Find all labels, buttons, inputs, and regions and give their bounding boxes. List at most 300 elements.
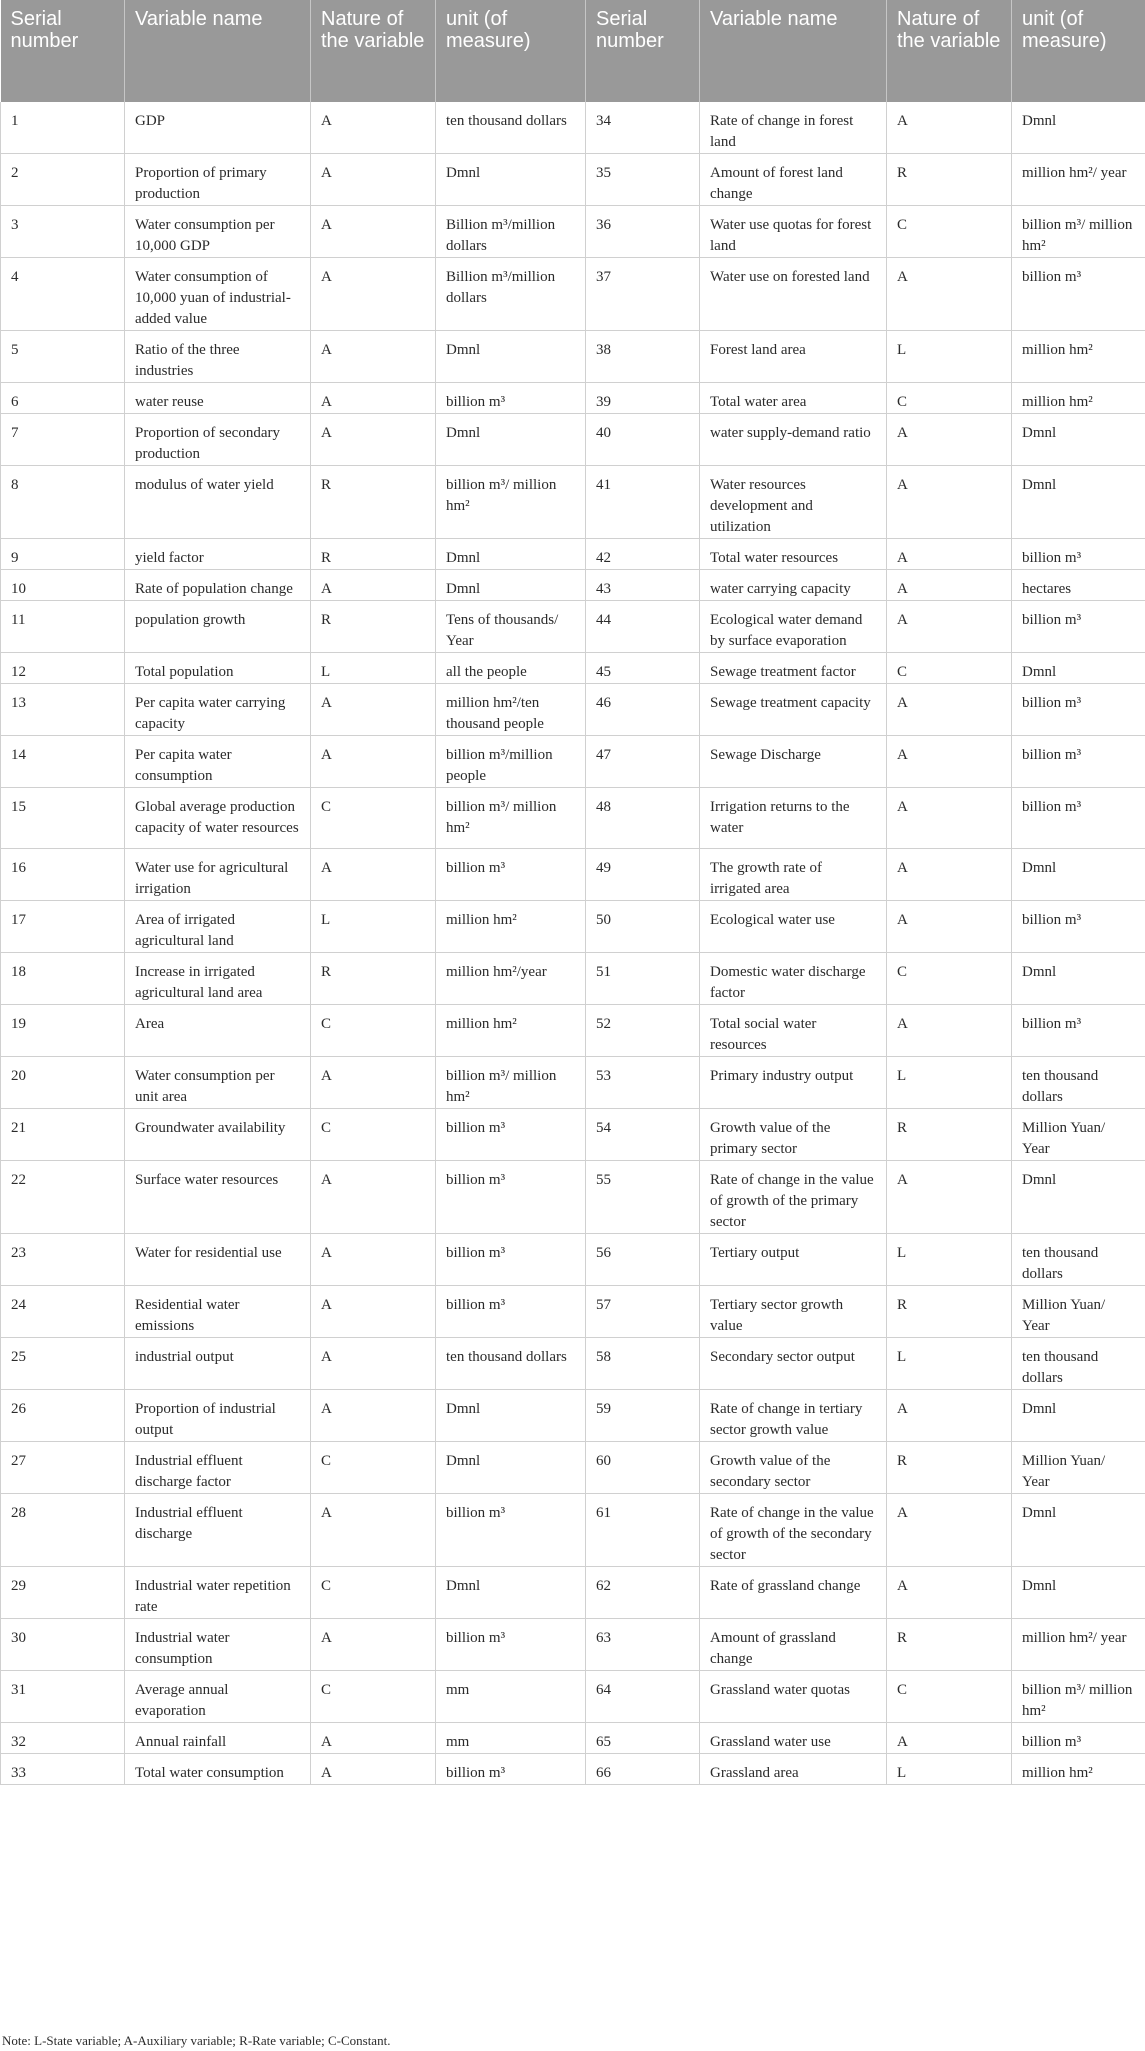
unit-cell: ten thousand dollars bbox=[1012, 1338, 1145, 1390]
unit-cell: Million Yuan/ Year bbox=[1012, 1286, 1145, 1338]
nature-cell: A bbox=[311, 383, 436, 414]
variable-name-cell: Sewage treatment capacity bbox=[700, 684, 887, 736]
nature-cell: A bbox=[311, 154, 436, 206]
serial-number-cell: 2 bbox=[1, 154, 125, 206]
table-row bbox=[1, 466, 1145, 539]
nature-cell: A bbox=[887, 1390, 1012, 1442]
serial-number-cell: 44 bbox=[586, 601, 700, 653]
unit-cell: Dmnl bbox=[436, 331, 586, 383]
variable-name-cell: water supply-demand ratio bbox=[700, 414, 887, 466]
variable-name-cell: Proportion of industrial output bbox=[125, 1390, 311, 1442]
variable-name-cell: Proportion of primary production bbox=[125, 154, 311, 206]
table-row bbox=[1, 901, 1145, 953]
serial-number-cell: 28 bbox=[1, 1494, 125, 1567]
table-row bbox=[1, 102, 1145, 154]
nature-cell: R bbox=[311, 601, 436, 653]
unit-cell: ten thousand dollars bbox=[436, 102, 586, 154]
variable-name-cell: Sewage treatment factor bbox=[700, 653, 887, 684]
variable-name-cell: Irrigation returns to the water bbox=[700, 788, 887, 849]
serial-number-cell: 22 bbox=[1, 1161, 125, 1234]
unit-cell: billion m³/ million hm² bbox=[1012, 1671, 1145, 1723]
nature-cell: A bbox=[887, 258, 1012, 331]
serial-number-cell: 52 bbox=[586, 1005, 700, 1057]
serial-number-cell: 59 bbox=[586, 1390, 700, 1442]
serial-number-cell: 42 bbox=[586, 539, 700, 570]
unit-cell: mm bbox=[436, 1723, 586, 1754]
nature-cell: C bbox=[311, 1567, 436, 1619]
table-row bbox=[1, 258, 1145, 331]
unit-cell: billion m³/ million hm² bbox=[1012, 206, 1145, 258]
unit-cell: Dmnl bbox=[436, 154, 586, 206]
nature-cell: A bbox=[887, 1494, 1012, 1567]
nature-cell: A bbox=[311, 414, 436, 466]
serial-number-cell: 57 bbox=[586, 1286, 700, 1338]
unit-cell: billion m³ bbox=[1012, 788, 1145, 849]
nature-cell: A bbox=[311, 1286, 436, 1338]
serial-number-cell: 16 bbox=[1, 849, 125, 901]
nature-cell: C bbox=[887, 1671, 1012, 1723]
nature-cell: A bbox=[887, 414, 1012, 466]
serial-number-cell: 35 bbox=[586, 154, 700, 206]
table-row bbox=[1, 1057, 1145, 1109]
nature-cell: A bbox=[311, 684, 436, 736]
nature-cell: C bbox=[887, 383, 1012, 414]
header-unit: unit (of measure) bbox=[436, 0, 586, 102]
table-row bbox=[1, 684, 1145, 736]
unit-cell: hectares bbox=[1012, 570, 1145, 601]
serial-number-cell: 13 bbox=[1, 684, 125, 736]
variable-name-cell: Ratio of the three industries bbox=[125, 331, 311, 383]
nature-cell: A bbox=[311, 1161, 436, 1234]
serial-number-cell: 53 bbox=[586, 1057, 700, 1109]
nature-cell: A bbox=[887, 1567, 1012, 1619]
unit-cell: Dmnl bbox=[1012, 1567, 1145, 1619]
nature-cell: C bbox=[311, 1109, 436, 1161]
unit-cell: ten thousand dollars bbox=[1012, 1234, 1145, 1286]
nature-cell: L bbox=[887, 1754, 1012, 1785]
serial-number-cell: 5 bbox=[1, 331, 125, 383]
table-row bbox=[1, 331, 1145, 383]
nature-cell: C bbox=[887, 953, 1012, 1005]
nature-cell: L bbox=[887, 331, 1012, 383]
serial-number-cell: 31 bbox=[1, 1671, 125, 1723]
nature-cell: A bbox=[887, 684, 1012, 736]
variable-name-cell: Groundwater availability bbox=[125, 1109, 311, 1161]
variable-name-cell: Grassland water quotas bbox=[700, 1671, 887, 1723]
nature-cell: R bbox=[887, 154, 1012, 206]
unit-cell: Dmnl bbox=[1012, 414, 1145, 466]
variable-name-cell: Rate of change in the value of growth of the primary sector bbox=[700, 1161, 887, 1234]
unit-cell: billion m³ bbox=[436, 849, 586, 901]
nature-cell: L bbox=[887, 1338, 1012, 1390]
serial-number-cell: 6 bbox=[1, 383, 125, 414]
variable-name-cell: Area bbox=[125, 1005, 311, 1057]
variable-name-cell: yield factor bbox=[125, 539, 311, 570]
variable-name-cell: Grassland area bbox=[700, 1754, 887, 1785]
serial-number-cell: 49 bbox=[586, 849, 700, 901]
unit-cell: billion m³/million people bbox=[436, 736, 586, 788]
serial-number-cell: 11 bbox=[1, 601, 125, 653]
variable-name-cell: Proportion of secondary production bbox=[125, 414, 311, 466]
nature-cell: A bbox=[887, 901, 1012, 953]
serial-number-cell: 27 bbox=[1, 1442, 125, 1494]
variable-name-cell: Total social water resources bbox=[700, 1005, 887, 1057]
unit-cell: Dmnl bbox=[1012, 1494, 1145, 1567]
serial-number-cell: 63 bbox=[586, 1619, 700, 1671]
table-note: Note: L-State variable; A-Auxiliary variable; R-Rate variable; C-Constant. bbox=[2, 2033, 391, 2048]
serial-number-cell: 32 bbox=[1, 1723, 125, 1754]
serial-number-cell: 29 bbox=[1, 1567, 125, 1619]
unit-cell: Dmnl bbox=[436, 570, 586, 601]
unit-cell: billion m³ bbox=[1012, 258, 1145, 331]
serial-number-cell: 62 bbox=[586, 1567, 700, 1619]
nature-cell: R bbox=[311, 953, 436, 1005]
unit-cell: billion m³ bbox=[436, 1619, 586, 1671]
variable-name-cell: Water use for agricultural irrigation bbox=[125, 849, 311, 901]
nature-cell: C bbox=[311, 1671, 436, 1723]
variable-name-cell: Water resources development and utilization bbox=[700, 466, 887, 539]
variable-name-cell: Industrial effluent discharge bbox=[125, 1494, 311, 1567]
nature-cell: A bbox=[311, 1723, 436, 1754]
unit-cell: billion m³/ million hm² bbox=[436, 466, 586, 539]
serial-number-cell: 1 bbox=[1, 102, 125, 154]
variable-name-cell: Residential water emissions bbox=[125, 1286, 311, 1338]
table-row bbox=[1, 601, 1145, 653]
variable-name-cell: Rate of change in forest land bbox=[700, 102, 887, 154]
nature-cell: L bbox=[311, 653, 436, 684]
serial-number-cell: 55 bbox=[586, 1161, 700, 1234]
unit-cell: billion m³/ million hm² bbox=[436, 1057, 586, 1109]
unit-cell: million hm² bbox=[1012, 331, 1145, 383]
variable-name-cell: Water use quotas for forest land bbox=[700, 206, 887, 258]
nature-cell: C bbox=[887, 653, 1012, 684]
variable-name-cell: Water consumption per 10,000 GDP bbox=[125, 206, 311, 258]
table-row bbox=[1, 206, 1145, 258]
serial-number-cell: 15 bbox=[1, 788, 125, 849]
unit-cell: billion m³ bbox=[1012, 539, 1145, 570]
unit-cell: million hm² bbox=[1012, 1754, 1145, 1785]
unit-cell: Dmnl bbox=[436, 1567, 586, 1619]
unit-cell: Dmnl bbox=[1012, 102, 1145, 154]
unit-cell: billion m³ bbox=[436, 383, 586, 414]
nature-cell: R bbox=[887, 1442, 1012, 1494]
header-row bbox=[1, 0, 1145, 102]
nature-cell: A bbox=[311, 1234, 436, 1286]
table-row bbox=[1, 736, 1145, 788]
unit-cell: million hm² bbox=[436, 1005, 586, 1057]
serial-number-cell: 39 bbox=[586, 383, 700, 414]
unit-cell: Dmnl bbox=[1012, 653, 1145, 684]
unit-cell: Dmnl bbox=[1012, 849, 1145, 901]
table-row bbox=[1, 1567, 1145, 1619]
serial-number-cell: 8 bbox=[1, 466, 125, 539]
unit-cell: Dmnl bbox=[1012, 953, 1145, 1005]
table-row bbox=[1, 1619, 1145, 1671]
serial-number-cell: 46 bbox=[586, 684, 700, 736]
unit-cell: million hm²/ year bbox=[1012, 1619, 1145, 1671]
serial-number-cell: 65 bbox=[586, 1723, 700, 1754]
table-row bbox=[1, 1754, 1145, 1785]
nature-cell: A bbox=[887, 1005, 1012, 1057]
table-row bbox=[1, 1109, 1145, 1161]
serial-number-cell: 21 bbox=[1, 1109, 125, 1161]
variable-name-cell: population growth bbox=[125, 601, 311, 653]
unit-cell: Dmnl bbox=[436, 539, 586, 570]
table-row bbox=[1, 1671, 1145, 1723]
unit-cell: billion m³ bbox=[436, 1234, 586, 1286]
unit-cell: billion m³ bbox=[1012, 736, 1145, 788]
serial-number-cell: 61 bbox=[586, 1494, 700, 1567]
serial-number-cell: 51 bbox=[586, 953, 700, 1005]
variable-name-cell: Tertiary sector growth value bbox=[700, 1286, 887, 1338]
nature-cell: A bbox=[887, 1161, 1012, 1234]
nature-cell: L bbox=[887, 1234, 1012, 1286]
nature-cell: A bbox=[311, 570, 436, 601]
unit-cell: ten thousand dollars bbox=[1012, 1057, 1145, 1109]
table-row bbox=[1, 788, 1145, 849]
variable-name-cell: water carrying capacity bbox=[700, 570, 887, 601]
nature-cell: A bbox=[311, 1619, 436, 1671]
variable-name-cell: modulus of water yield bbox=[125, 466, 311, 539]
nature-cell: A bbox=[311, 1494, 436, 1567]
variable-name-cell: Average annual evaporation bbox=[125, 1671, 311, 1723]
unit-cell: billion m³ bbox=[1012, 1723, 1145, 1754]
table-row bbox=[1, 953, 1145, 1005]
unit-cell: Million Yuan/ Year bbox=[1012, 1442, 1145, 1494]
table-row bbox=[1, 1286, 1145, 1338]
nature-cell: C bbox=[311, 1005, 436, 1057]
unit-cell: Billion m³/million dollars bbox=[436, 206, 586, 258]
serial-number-cell: 60 bbox=[586, 1442, 700, 1494]
unit-cell: million hm²/year bbox=[436, 953, 586, 1005]
variable-name-cell: Growth value of the secondary sector bbox=[700, 1442, 887, 1494]
table-row bbox=[1, 1005, 1145, 1057]
nature-cell: A bbox=[887, 736, 1012, 788]
nature-cell: A bbox=[887, 102, 1012, 154]
unit-cell: Tens of thousands/ Year bbox=[436, 601, 586, 653]
nature-cell: R bbox=[887, 1286, 1012, 1338]
nature-cell: A bbox=[311, 1338, 436, 1390]
unit-cell: million hm²/ year bbox=[1012, 154, 1145, 206]
variable-name-cell: Sewage Discharge bbox=[700, 736, 887, 788]
variable-name-cell: Total water consumption bbox=[125, 1754, 311, 1785]
unit-cell: Dmnl bbox=[436, 414, 586, 466]
nature-cell: A bbox=[887, 539, 1012, 570]
serial-number-cell: 33 bbox=[1, 1754, 125, 1785]
serial-number-cell: 56 bbox=[586, 1234, 700, 1286]
nature-cell: A bbox=[887, 570, 1012, 601]
variable-name-cell: Domestic water discharge factor bbox=[700, 953, 887, 1005]
header-serial-number-2: Serial number bbox=[586, 0, 700, 102]
unit-cell: Dmnl bbox=[1012, 1161, 1145, 1234]
table-row bbox=[1, 1338, 1145, 1390]
serial-number-cell: 38 bbox=[586, 331, 700, 383]
serial-number-cell: 7 bbox=[1, 414, 125, 466]
unit-cell: million hm²/ten thousand people bbox=[436, 684, 586, 736]
variable-name-cell: Area of irrigated agricultural land bbox=[125, 901, 311, 953]
header-variable-name-2: Variable name bbox=[700, 0, 887, 102]
variable-name-cell: Increase in irrigated agricultural land area bbox=[125, 953, 311, 1005]
nature-cell: R bbox=[311, 466, 436, 539]
variable-name-cell: Amount of forest land change bbox=[700, 154, 887, 206]
variable-name-cell: Growth value of the primary sector bbox=[700, 1109, 887, 1161]
unit-cell: Million Yuan/ Year bbox=[1012, 1109, 1145, 1161]
header-unit-2: unit (of measure) bbox=[1012, 0, 1145, 102]
nature-cell: A bbox=[311, 849, 436, 901]
variable-name-cell: Industrial effluent discharge factor bbox=[125, 1442, 311, 1494]
serial-number-cell: 25 bbox=[1, 1338, 125, 1390]
variable-name-cell: Annual rainfall bbox=[125, 1723, 311, 1754]
variable-name-cell: Total water resources bbox=[700, 539, 887, 570]
nature-cell: A bbox=[887, 849, 1012, 901]
serial-number-cell: 20 bbox=[1, 1057, 125, 1109]
unit-cell: Billion m³/million dollars bbox=[436, 258, 586, 331]
serial-number-cell: 34 bbox=[586, 102, 700, 154]
variable-name-cell: Water consumption of 10,000 yuan of industrial-added value bbox=[125, 258, 311, 331]
nature-cell: A bbox=[887, 601, 1012, 653]
serial-number-cell: 41 bbox=[586, 466, 700, 539]
variable-name-cell: Amount of grassland change bbox=[700, 1619, 887, 1671]
variable-name-cell: Global average production capacity of water resources bbox=[125, 788, 311, 849]
serial-number-cell: 26 bbox=[1, 1390, 125, 1442]
table-row bbox=[1, 570, 1145, 601]
variable-name-cell: Industrial water repetition rate bbox=[125, 1567, 311, 1619]
serial-number-cell: 40 bbox=[586, 414, 700, 466]
serial-number-cell: 48 bbox=[586, 788, 700, 849]
nature-cell: C bbox=[311, 1442, 436, 1494]
unit-cell: billion m³ bbox=[436, 1494, 586, 1567]
variable-name-cell: Industrial water consumption bbox=[125, 1619, 311, 1671]
header-serial-number: Serial number bbox=[1, 0, 125, 102]
serial-number-cell: 18 bbox=[1, 953, 125, 1005]
serial-number-cell: 54 bbox=[586, 1109, 700, 1161]
serial-number-cell: 17 bbox=[1, 901, 125, 953]
table-row bbox=[1, 414, 1145, 466]
nature-cell: R bbox=[311, 539, 436, 570]
unit-cell: million hm² bbox=[1012, 383, 1145, 414]
nature-cell: L bbox=[887, 1057, 1012, 1109]
unit-cell: billion m³ bbox=[1012, 1005, 1145, 1057]
table-header bbox=[1, 0, 1145, 102]
serial-number-cell: 30 bbox=[1, 1619, 125, 1671]
unit-cell: billion m³ bbox=[436, 1754, 586, 1785]
serial-number-cell: 64 bbox=[586, 1671, 700, 1723]
nature-cell: L bbox=[311, 901, 436, 953]
variable-name-cell: Surface water resources bbox=[125, 1161, 311, 1234]
nature-cell: A bbox=[311, 736, 436, 788]
header-nature-2: Nature of the variable bbox=[887, 0, 1012, 102]
variable-name-cell: Water consumption per unit area bbox=[125, 1057, 311, 1109]
header-nature: Nature of the variable bbox=[311, 0, 436, 102]
variable-name-cell: Water for residential use bbox=[125, 1234, 311, 1286]
serial-number-cell: 3 bbox=[1, 206, 125, 258]
unit-cell: Dmnl bbox=[1012, 1390, 1145, 1442]
variable-name-cell: Total population bbox=[125, 653, 311, 684]
variable-name-cell: Ecological water use bbox=[700, 901, 887, 953]
table-row bbox=[1, 1723, 1145, 1754]
table-row bbox=[1, 1234, 1145, 1286]
serial-number-cell: 24 bbox=[1, 1286, 125, 1338]
serial-number-cell: 4 bbox=[1, 258, 125, 331]
nature-cell: A bbox=[887, 1723, 1012, 1754]
nature-cell: A bbox=[311, 102, 436, 154]
table-row bbox=[1, 539, 1145, 570]
nature-cell: C bbox=[887, 206, 1012, 258]
nature-cell: C bbox=[311, 788, 436, 849]
nature-cell: A bbox=[311, 1057, 436, 1109]
unit-cell: billion m³/ million hm² bbox=[436, 788, 586, 849]
serial-number-cell: 36 bbox=[586, 206, 700, 258]
serial-number-cell: 12 bbox=[1, 653, 125, 684]
unit-cell: mm bbox=[436, 1671, 586, 1723]
nature-cell: A bbox=[311, 1390, 436, 1442]
table-row bbox=[1, 1161, 1145, 1234]
variable-name-cell: Tertiary output bbox=[700, 1234, 887, 1286]
unit-cell: billion m³ bbox=[1012, 901, 1145, 953]
serial-number-cell: 66 bbox=[586, 1754, 700, 1785]
nature-cell: A bbox=[311, 1754, 436, 1785]
nature-cell: A bbox=[311, 206, 436, 258]
nature-cell: A bbox=[887, 788, 1012, 849]
variable-name-cell: Rate of grassland change bbox=[700, 1567, 887, 1619]
unit-cell: Dmnl bbox=[436, 1390, 586, 1442]
table-row bbox=[1, 1494, 1145, 1567]
variable-name-cell: Secondary sector output bbox=[700, 1338, 887, 1390]
unit-cell: ten thousand dollars bbox=[436, 1338, 586, 1390]
variable-name-cell: water reuse bbox=[125, 383, 311, 414]
unit-cell: million hm² bbox=[436, 901, 586, 953]
serial-number-cell: 14 bbox=[1, 736, 125, 788]
serial-number-cell: 50 bbox=[586, 901, 700, 953]
unit-cell: billion m³ bbox=[1012, 601, 1145, 653]
serial-number-cell: 45 bbox=[586, 653, 700, 684]
variable-name-cell: Total water area bbox=[700, 383, 887, 414]
nature-cell: A bbox=[887, 466, 1012, 539]
variable-name-cell: Ecological water demand by surface evaporation bbox=[700, 601, 887, 653]
unit-cell: Dmnl bbox=[1012, 466, 1145, 539]
serial-number-cell: 58 bbox=[586, 1338, 700, 1390]
variable-name-cell: The growth rate of irrigated area bbox=[700, 849, 887, 901]
serial-number-cell: 10 bbox=[1, 570, 125, 601]
table-row bbox=[1, 154, 1145, 206]
unit-cell: billion m³ bbox=[436, 1161, 586, 1234]
table-row bbox=[1, 1390, 1145, 1442]
serial-number-cell: 9 bbox=[1, 539, 125, 570]
variable-name-cell: Per capita water carrying capacity bbox=[125, 684, 311, 736]
unit-cell: billion m³ bbox=[436, 1286, 586, 1338]
nature-cell: A bbox=[311, 331, 436, 383]
serial-number-cell: 47 bbox=[586, 736, 700, 788]
unit-cell: billion m³ bbox=[1012, 684, 1145, 736]
table-row bbox=[1, 653, 1145, 684]
variable-name-cell: industrial output bbox=[125, 1338, 311, 1390]
table-row bbox=[1, 1442, 1145, 1494]
variable-name-cell: Water use on forested land bbox=[700, 258, 887, 331]
variable-name-cell: GDP bbox=[125, 102, 311, 154]
serial-number-cell: 19 bbox=[1, 1005, 125, 1057]
serial-number-cell: 43 bbox=[586, 570, 700, 601]
variable-name-cell: Forest land area bbox=[700, 331, 887, 383]
variable-name-cell: Grassland water use bbox=[700, 1723, 887, 1754]
variable-name-cell: Rate of population change bbox=[125, 570, 311, 601]
table-row bbox=[1, 383, 1145, 414]
variable-name-cell: Rate of change in tertiary sector growth value bbox=[700, 1390, 887, 1442]
nature-cell: R bbox=[887, 1619, 1012, 1671]
header-variable-name: Variable name bbox=[125, 0, 311, 102]
nature-cell: R bbox=[887, 1109, 1012, 1161]
serial-number-cell: 23 bbox=[1, 1234, 125, 1286]
variable-name-cell: Rate of change in the value of growth of the secondary sector bbox=[700, 1494, 887, 1567]
